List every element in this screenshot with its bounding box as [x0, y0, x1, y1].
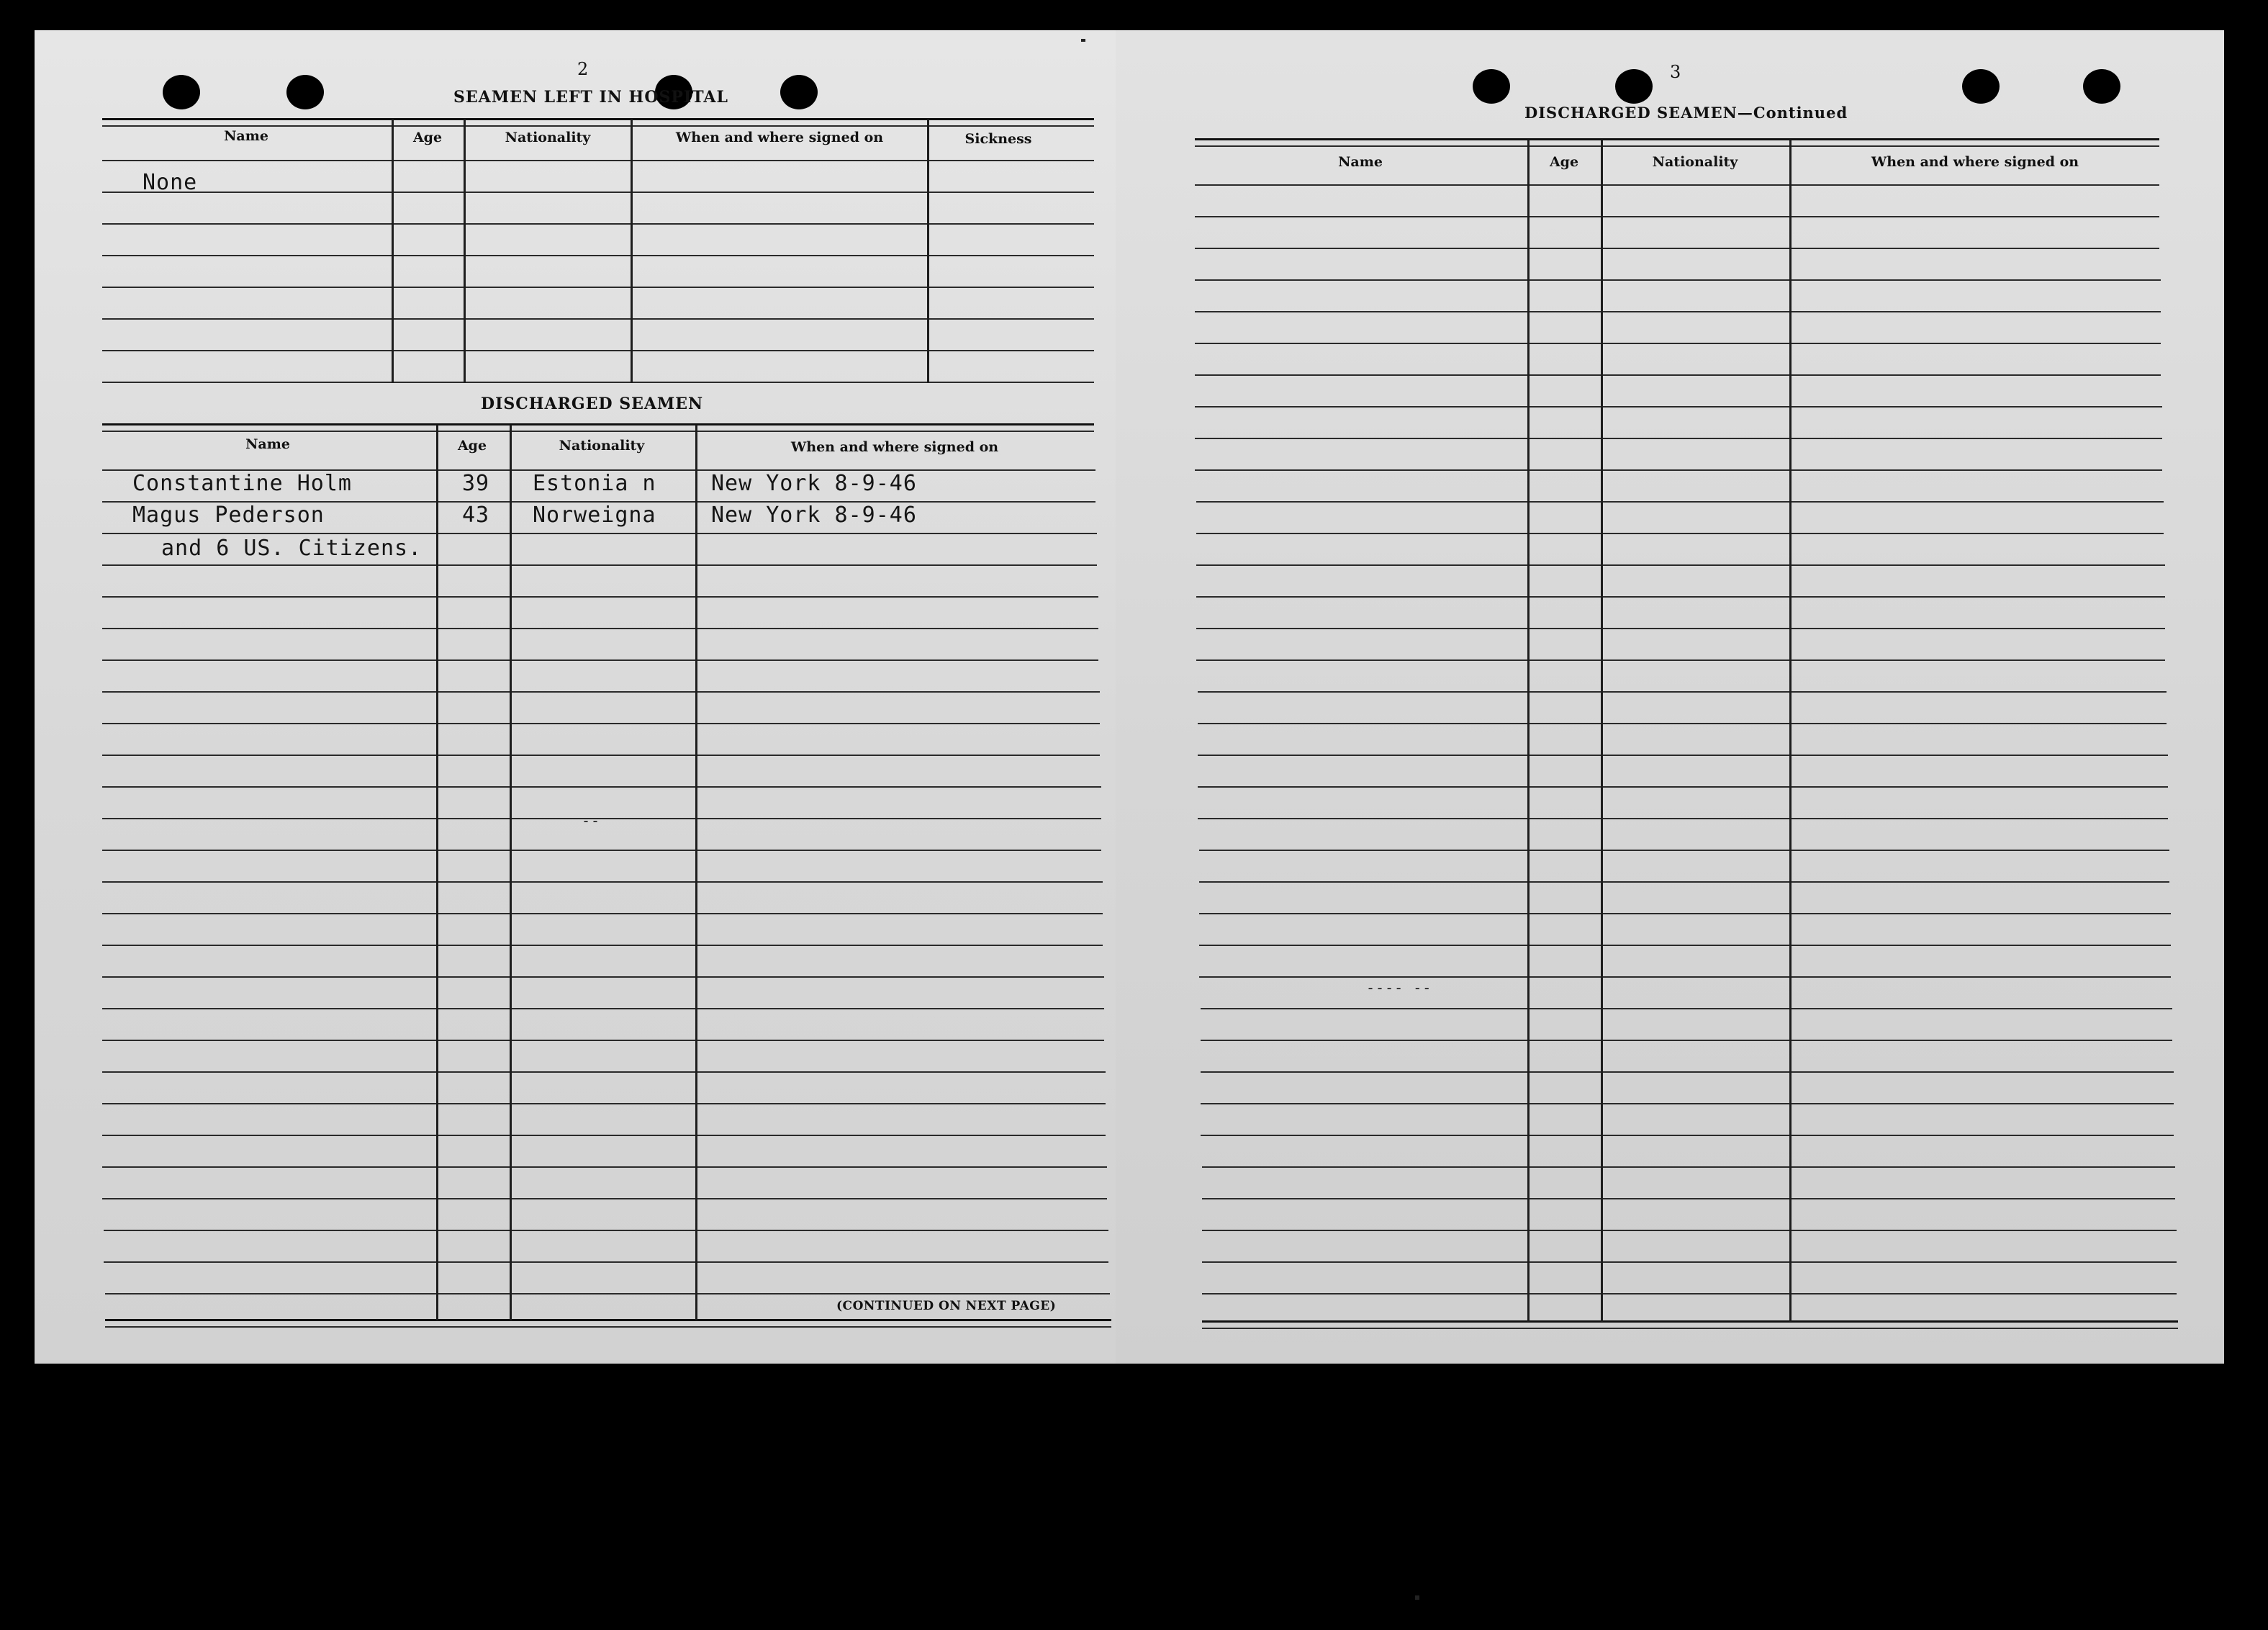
table-rule [1199, 976, 2171, 978]
table-rule [1198, 786, 2168, 788]
table-rule [1196, 564, 2165, 566]
column-header: When and where signed on [1871, 154, 2079, 170]
table-rule [102, 125, 1094, 127]
column-header: When and where signed on [675, 130, 884, 145]
table-rule [102, 596, 1098, 598]
column-header: Nationality [1652, 154, 1738, 170]
punch-hole [1473, 69, 1510, 104]
seaman-nationality: Estonia n [533, 471, 656, 496]
seaman-age: 39 [462, 471, 490, 496]
continued-footer: (CONTINUED ON NEXT PAGE) [836, 1299, 1057, 1313]
continued-section-title: DISCHARGED SEAMEN—Continued [1524, 104, 1848, 122]
table-rule [102, 691, 1100, 693]
seaman-name: and 6 US. Citizens. [161, 536, 423, 561]
seaman-signed-on: New York 8-9-46 [711, 503, 917, 528]
table-rule [1202, 1320, 2178, 1323]
column-divider [695, 425, 697, 1320]
table-rule [1195, 438, 2162, 439]
column-divider [510, 425, 512, 1320]
table-rule [1196, 501, 2164, 503]
table-rule [102, 818, 1101, 819]
column-header: Sickness [964, 131, 1032, 147]
punch-hole [1962, 69, 2000, 104]
table-rule [102, 659, 1098, 661]
table-rule [1198, 723, 2167, 724]
table-rule [102, 1198, 1107, 1199]
table-rule [102, 423, 1094, 425]
table-rule [102, 287, 1094, 288]
table-rule [102, 1103, 1106, 1104]
table-rule [102, 1166, 1107, 1168]
table-rule [1195, 216, 2159, 217]
table-rule [1195, 279, 2161, 281]
blank-mark: ---- -- [1366, 979, 1432, 996]
table-rule [102, 913, 1103, 914]
table-rule [1195, 184, 2159, 186]
table-rule [1199, 850, 2169, 851]
blank-mark: -- [582, 812, 601, 829]
table-rule [102, 192, 1094, 193]
left-page [35, 30, 1142, 1364]
column-divider [392, 120, 394, 383]
table-rule [105, 1293, 1110, 1294]
table-rule [1202, 1261, 2177, 1263]
seaman-nationality: Norweigna [533, 503, 656, 528]
table-rule [102, 318, 1094, 320]
table-rule [1195, 138, 2159, 140]
table-rule [1195, 406, 2162, 408]
column-header: Name [1338, 154, 1383, 170]
table-rule [102, 1071, 1106, 1073]
table-rule [102, 533, 1097, 534]
table-rule [1199, 913, 2171, 914]
table-rule [1196, 533, 2164, 534]
seaman-age: 43 [462, 503, 490, 528]
page-number: 3 [1670, 62, 1681, 82]
table-rule [1201, 1135, 2174, 1136]
column-divider [1601, 140, 1603, 1322]
column-header: Age [412, 130, 443, 145]
table-rule [1202, 1328, 2178, 1329]
table-rule [102, 1135, 1106, 1136]
table-rule [102, 881, 1103, 883]
column-header: When and where signed on [790, 439, 999, 455]
table-rule [102, 350, 1094, 351]
column-header: Age [457, 438, 487, 454]
table-rule [1198, 818, 2168, 819]
column-divider [464, 120, 466, 383]
table-rule [1195, 374, 2161, 376]
table-rule [105, 1319, 1111, 1321]
table-rule [1199, 945, 2171, 946]
table-rule [1195, 343, 2161, 344]
table-rule [1195, 145, 2159, 147]
table-rule [104, 1230, 1108, 1231]
punch-hole [2083, 69, 2120, 104]
table-rule [102, 160, 1094, 161]
table-rule [1202, 1166, 2175, 1168]
table-rule [1202, 1293, 2177, 1294]
table-rule [102, 976, 1104, 978]
table-rule [1199, 881, 2169, 883]
right-page [1116, 30, 2224, 1364]
punch-hole [1615, 69, 1653, 104]
table-rule [102, 255, 1094, 256]
table-rule [102, 431, 1094, 432]
table-rule [1196, 596, 2165, 598]
hospital-entry: None [143, 170, 198, 195]
table-rule [1201, 1008, 2172, 1009]
column-divider [1527, 140, 1530, 1322]
punch-hole [163, 75, 200, 109]
table-rule [105, 1326, 1111, 1328]
punch-hole [780, 75, 818, 109]
table-rule [1202, 1230, 2177, 1231]
column-divider [927, 120, 929, 383]
table-rule [102, 723, 1100, 724]
table-rule [102, 118, 1094, 120]
table-rule [1195, 311, 2161, 312]
column-header: Name [224, 128, 268, 144]
table-rule [102, 382, 1094, 383]
table-rule [1196, 628, 2165, 629]
column-divider [436, 425, 438, 1320]
column-header: Age [1549, 154, 1579, 170]
table-rule [1198, 691, 2167, 693]
column-header: Nationality [559, 438, 645, 454]
table-rule [1198, 755, 2168, 756]
table-rule [102, 628, 1098, 629]
table-rule [1201, 1071, 2174, 1073]
seaman-name: Magus Pederson [132, 503, 325, 528]
column-divider [631, 120, 633, 383]
table-rule [104, 1261, 1108, 1263]
table-rule [102, 223, 1094, 225]
discharged-section-title: DISCHARGED SEAMEN [481, 395, 704, 413]
table-rule [1195, 469, 2162, 471]
hospital-section-title: SEAMEN LEFT IN HOSPITAL [453, 88, 728, 107]
table-rule [102, 755, 1100, 756]
table-rule [102, 945, 1103, 946]
table-rule [1201, 1040, 2172, 1041]
table-rule [102, 1040, 1104, 1041]
table-rule [1201, 1103, 2174, 1104]
film-speck [1415, 1595, 1419, 1600]
column-divider [1789, 140, 1792, 1322]
punch-hole [286, 75, 324, 109]
table-rule [1202, 1198, 2175, 1199]
column-header: Nationality [505, 130, 591, 145]
table-rule [102, 564, 1097, 566]
table-rule [102, 786, 1101, 788]
film-speck [1081, 39, 1085, 42]
table-rule [102, 850, 1101, 851]
page-number: 2 [577, 59, 589, 79]
seaman-name: Constantine Holm [132, 471, 352, 496]
table-rule [1196, 659, 2165, 661]
table-rule [1195, 248, 2159, 249]
table-rule [102, 1008, 1104, 1009]
seaman-signed-on: New York 8-9-46 [711, 471, 917, 496]
column-header: Name [245, 436, 290, 452]
